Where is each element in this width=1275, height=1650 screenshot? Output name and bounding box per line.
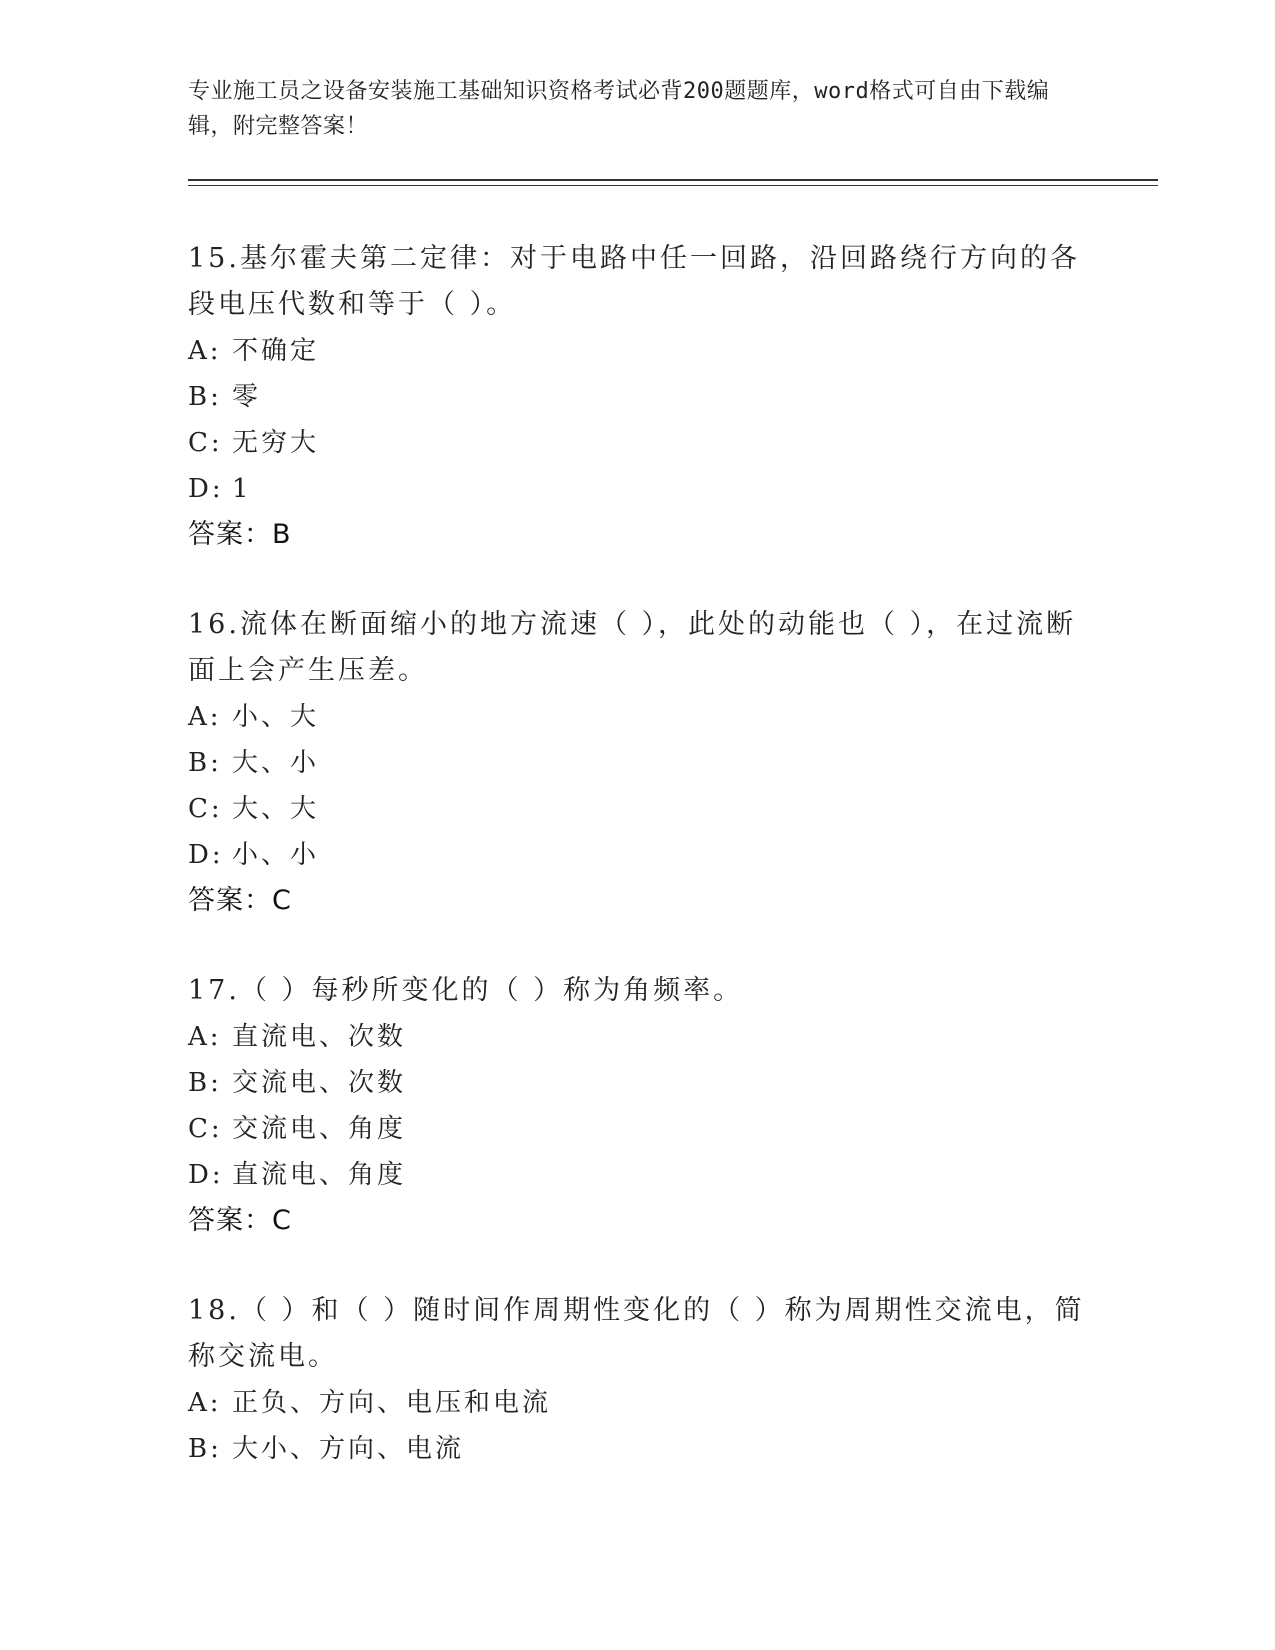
option-text: 无穷大 [232,428,320,458]
option-key: A: [188,1388,222,1418]
option-text: 交流电、次数 [232,1068,407,1098]
option-text: 1 [232,474,252,504]
question-stem: 17.（ ）每秒所变化的（ ）称为角频率。 [188,975,744,1006]
option-key: D: [188,474,224,504]
question-list [188,236,1088,1516]
option-text: 零 [232,382,262,412]
option-text: 大、小 [232,748,320,778]
question-16 [188,602,1088,924]
option-key: B: [188,748,222,778]
answer-label: 答案：B [188,519,292,550]
option-d [188,1152,1088,1198]
document-header: 专业施工员之设备安装施工基础知识资格考试必背200题题库，word格式可自由下载编辑，附完整答案！ [188,79,1050,139]
option-c [188,420,1088,466]
option-a [188,694,1088,740]
option-key: C: [188,1114,223,1144]
option-text: 交流电、角度 [232,1114,407,1144]
option-key: D: [188,840,224,870]
option-text: 大小、方向、电流 [232,1434,465,1464]
question-17 [188,968,1088,1244]
option-key: B: [188,1068,222,1098]
answer-label: 答案：C [188,885,292,916]
option-text: 不确定 [232,336,320,366]
option-a [188,1014,1088,1060]
option-key: A: [188,1022,222,1052]
question-18 [188,1288,1088,1472]
option-text: 大、大 [232,794,320,824]
option-key: C: [188,428,223,458]
option-key: C: [188,794,223,824]
question-stem: 16.流体在断面缩小的地方流速（ ），此处的动能也（ ），在过流断面上会产生压差。 [188,609,1077,686]
option-c [188,1106,1088,1152]
option-d [188,466,1088,512]
answer-label: 答案：C [188,1205,292,1236]
question-stem: 15.基尔霍夫第二定律：对于电路中任一回路，沿回路绕行方向的各段电压代数和等于（ ）。 [188,243,1080,320]
option-a [188,328,1088,374]
option-key: B: [188,382,222,412]
option-c [188,786,1088,832]
option-b [188,740,1088,786]
option-key: B: [188,1434,222,1464]
option-b [188,1426,1088,1472]
question-15 [188,236,1088,558]
option-text: 正负、方向、电压和电流 [232,1388,552,1418]
option-d [188,832,1088,878]
option-text: 小、大 [232,702,320,732]
option-b [188,374,1088,420]
option-text: 小、小 [232,840,320,870]
question-stem: 18.（ ）和（ ）随时间作周期性变化的（ ）称为周期性交流电，简称交流电。 [188,1295,1085,1372]
option-key: A: [188,336,222,366]
header-divider-top [188,179,1158,181]
option-key: A: [188,702,222,732]
option-text: 直流电、次数 [232,1022,407,1052]
option-key: D: [188,1160,224,1190]
option-a [188,1380,1088,1426]
option-text: 直流电、角度 [232,1160,407,1190]
header-divider-bottom [188,185,1158,186]
option-b [188,1060,1088,1106]
